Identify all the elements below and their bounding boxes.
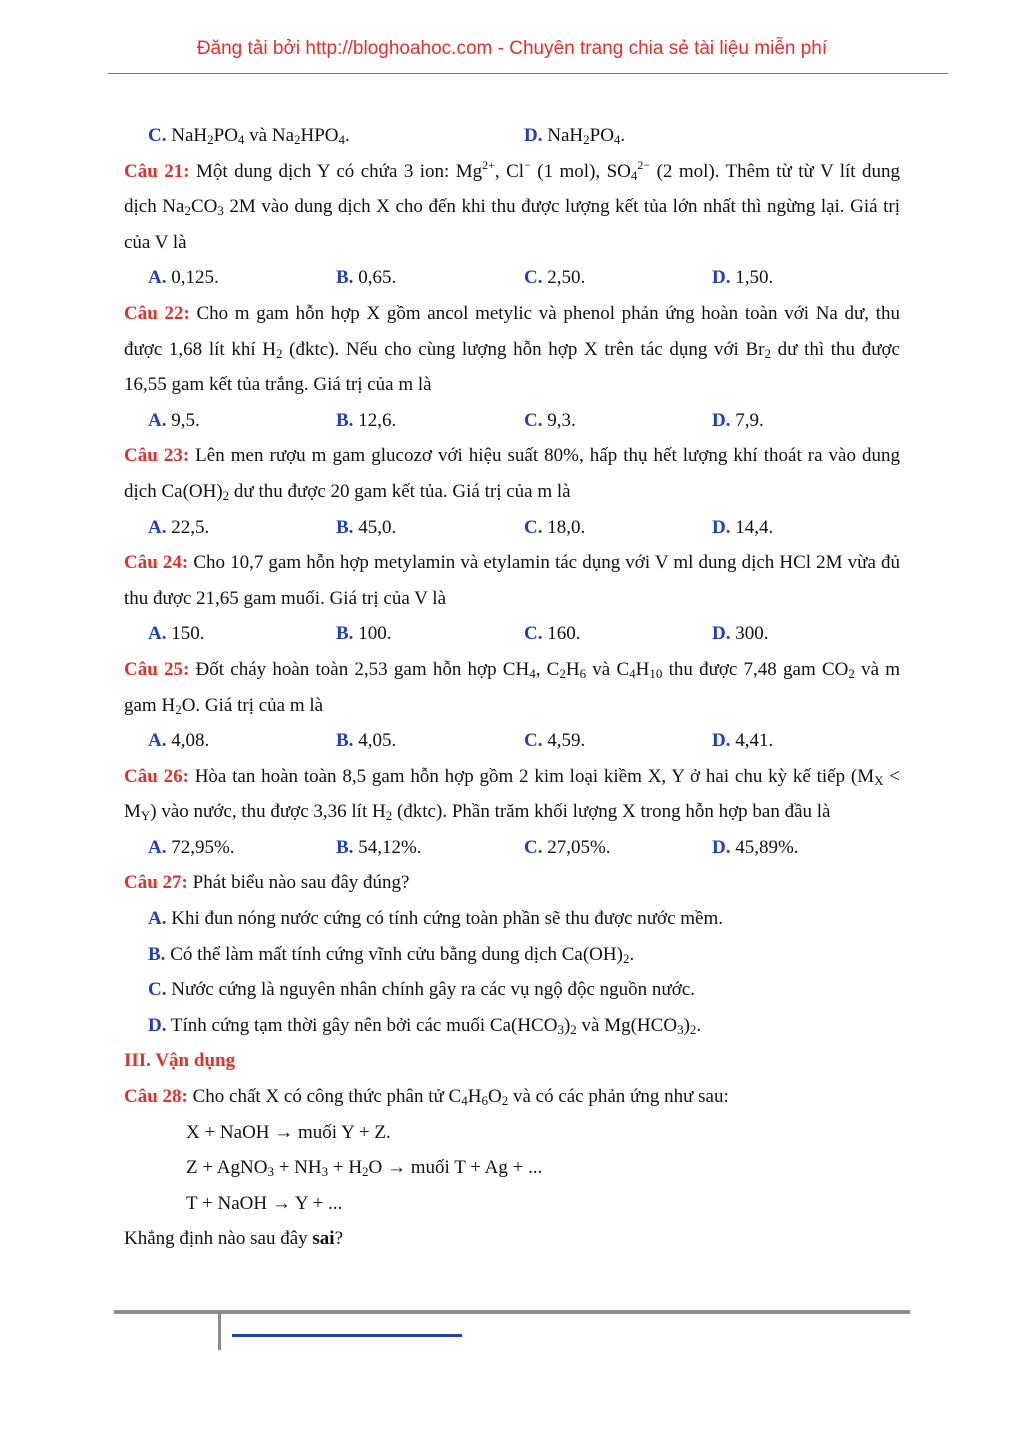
reaction-1: X + NaOH → muối Y + Z. [186, 1121, 391, 1143]
reaction-2: Z + AgNO$_3$ + $NH_3 + H_2O$ → muối T + Ag + ... [186, 1157, 543, 1180]
option-c: C. 160. [524, 623, 581, 645]
question-28: Câu 28: Cho chất X có công thức phân tử $C_4H_6O_2$ và có các phản ứng như sau: [124, 1086, 729, 1109]
option-b: B. 100. [336, 623, 392, 645]
option-a: A. 72,95%. [148, 836, 235, 858]
option-a: A. 22,5. [148, 516, 210, 538]
question-28-ask: Khẳng định nào sau đây sai? [124, 1228, 344, 1250]
question-22-options [124, 403, 900, 439]
question-26: Câu 26: Hòa tan hoàn toàn 8,5 gam hỗn hợp gồm 2 kim loại kiềm X, Y ở hai chu kỳ kế tiếp $(M_X < M_Y)$ vào nước, thu được 3,36 lít $H_2$ (đktc). Phần trăm khối lượng X trong hỗn hợp ban đầu là [124, 765, 900, 824]
question-27: Câu 27: Phát biểu nào sau đây đúng? [124, 872, 410, 894]
section-heading: III. Vận dụng [124, 1050, 236, 1072]
question-21: Câu 21: Một dung dịch Y có chứa 3 ion: $Mg^{2+}$, Cl− (1 mol), $SO_4^{2-}$ (2 mol). Thêm từ từ V lít dung dịch $Na_2CO_3$ 2M vào dung dịch X cho đến khi thu được lượng kết tủa lớn nhất thì ngừng lại. Giá trị của V là [124, 157, 901, 253]
option-c: C. Nước cứng là nguyên nhân chính gây ra các vụ ngộ độc nguồn nước. [148, 979, 695, 1001]
option-c: C. 4,59. [524, 730, 586, 752]
question-22: Câu 22: Cho m gam hỗn hợp X gồm ancol metylic và phenol phản ứng hoàn toàn với Na dư, thu được 1,68 lít khí $H_2$ (đktc). Nếu cho cùng lượng hỗn hợp X trên tác dụng với $Br_2$ dư thì thu được 16,55 gam kết tủa trắng. Giá trị của m là [124, 302, 900, 396]
option-b: B. Có thể làm mất tính cứng vĩnh cửu bằng dung dịch $Ca(OH)_2$. [148, 943, 635, 966]
option-c: C. 27,05%. [524, 836, 611, 858]
document-body [124, 118, 900, 1257]
option-d: D. Tính cứng tạm thời gây nên bởi các muối $Ca(HCO_3)_2$ và $Mg(HCO_3)_2$. [148, 1014, 702, 1037]
option-b: B. 12,6. [336, 409, 397, 431]
question-24-options [124, 616, 900, 652]
reaction-3: T + NaOH → Y + ... [186, 1192, 343, 1214]
option-b: B. 54,12%. [336, 836, 422, 858]
option-c: C. 18,0. [524, 516, 586, 538]
footer-accent-line [232, 1334, 462, 1337]
option-a: A. 9,5. [148, 409, 200, 431]
option-d: D. 1,50. [712, 267, 774, 289]
header-divider [108, 73, 948, 74]
option-d: D. 300. [712, 623, 769, 645]
option-a: A. Khi đun nóng nước cứng có tính cứng toàn phần sẽ thu được nước mềm. [148, 908, 724, 930]
option-d: D. 14,4. [712, 516, 774, 538]
option-d: D. 7,9. [712, 409, 764, 431]
footer-vertical-bar [218, 1314, 221, 1350]
prev-options [124, 118, 900, 154]
option-d: D. 4,41. [712, 730, 774, 752]
option-c: C. 9,3. [524, 409, 576, 431]
option-b: B. 45,0. [336, 516, 397, 538]
footer-divider [114, 1310, 910, 1314]
question-26-options [124, 830, 900, 866]
question-23: Câu 23: Lên men rượu m gam glucozơ với hiệu suất 80%, hấp thụ hết lượng khí thoát ra vào dung dịch $Ca(OH)_2$ dư thu được 20 gam kết tủa. Giá trị của m là [124, 445, 900, 503]
option-a: A. 4,08. [148, 730, 210, 752]
option-d: D. 45,89%. [712, 836, 799, 858]
option-b: B. 0,65. [336, 267, 397, 289]
option-d: D. $NaH_2PO_4$. [524, 125, 626, 147]
page-header: Đăng tải bởi http://bloghoahoc.com - Chuyên trang chia sẻ tài liệu miễn phí [196, 38, 828, 59]
question-23-options [124, 510, 900, 546]
question-21-options [124, 260, 900, 296]
option-b: B. 4,05. [336, 730, 397, 752]
question-24: Câu 24: Cho 10,7 gam hỗn hợp metylamin và etylamin tác dụng với V ml dung dịch HCl 2M vừa đủ thu được 21,65 gam muối. Giá trị của V là [124, 552, 900, 609]
question-25-options [124, 723, 900, 759]
option-c: C. $NaH_2PO_4$ và $Na_2HPO_4$. [148, 125, 350, 147]
option-a: A. 0,125. [148, 267, 219, 289]
question-25: Câu 25: Đốt cháy hoàn toàn 2,53 gam hỗn hợp $CH_4$, $C_2H_6$ và $C_4H_{10}$ thu được 7,48 gam $CO_2$ và m gam $H_2O$. Giá trị của m là [124, 658, 901, 717]
option-c: C. 2,50. [524, 267, 586, 289]
option-a: A. 150. [148, 623, 205, 645]
